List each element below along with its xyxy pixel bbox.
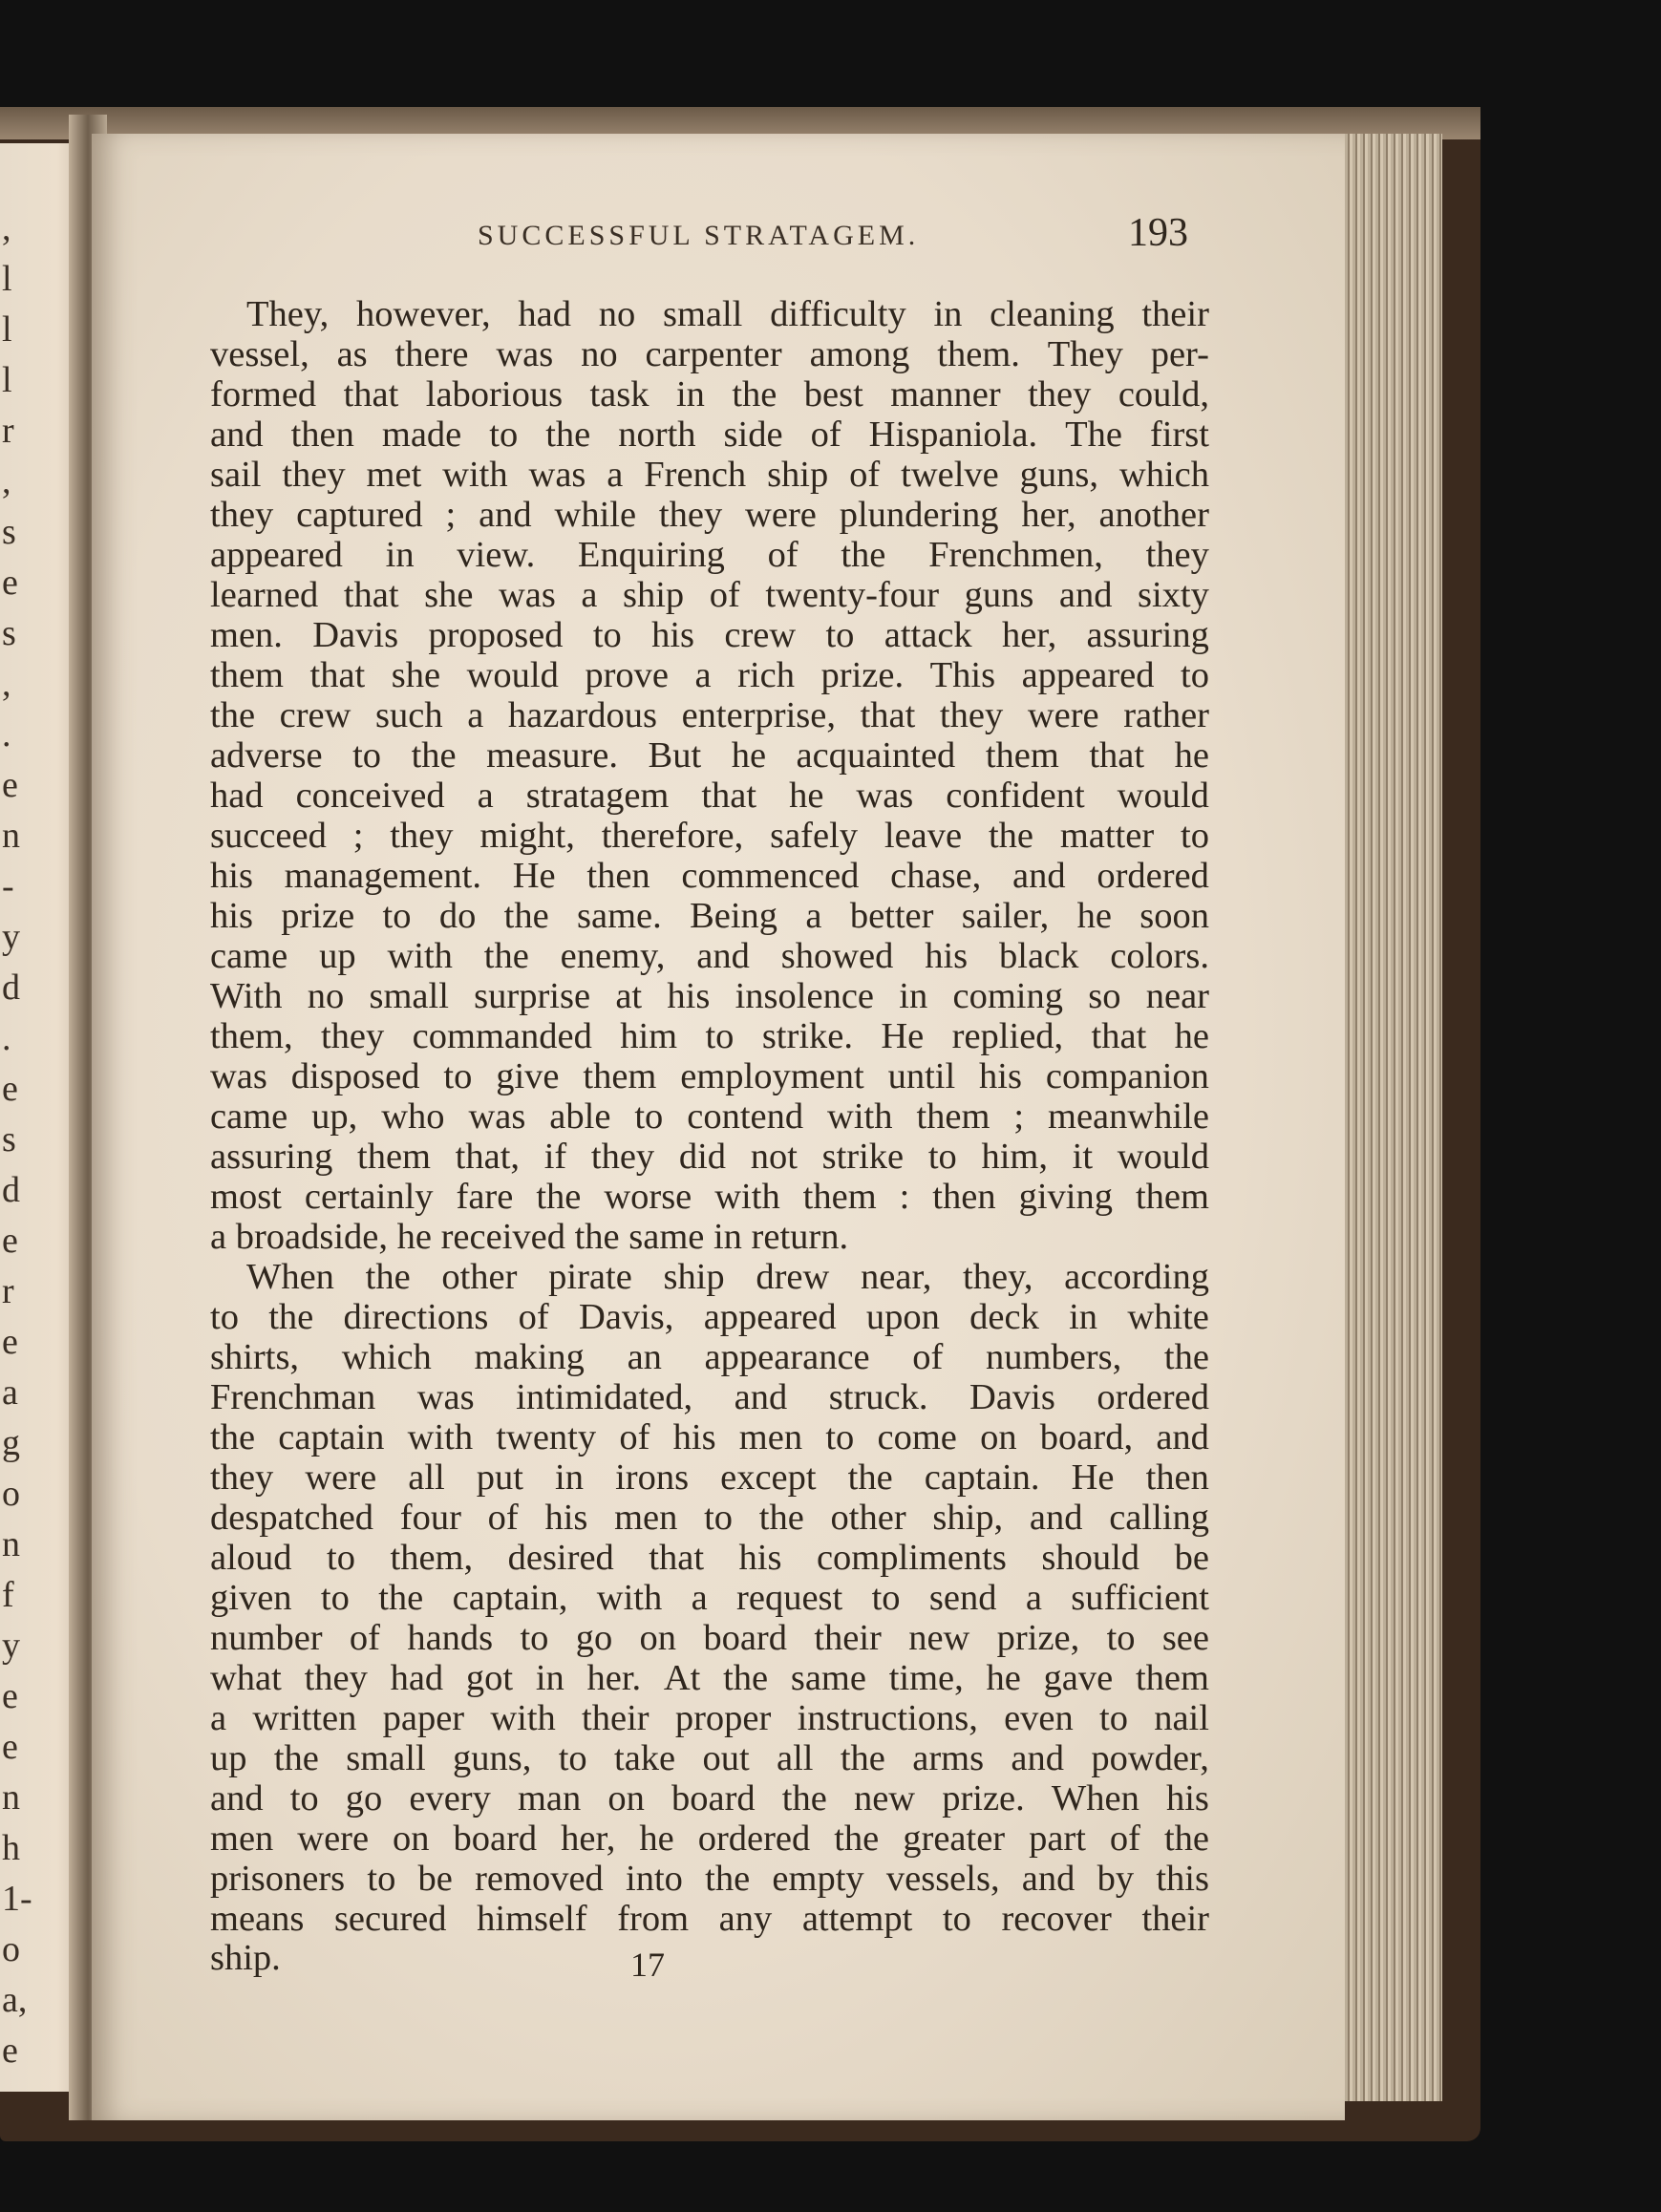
- text-line: them that she would prove a rich prize. This appeared to: [210, 655, 1209, 695]
- text-line: appeared in view. Enquiring of the Frenchmen, they: [210, 535, 1209, 575]
- left-page-fragment: n: [2, 816, 20, 856]
- left-page-fragment: s: [2, 613, 16, 653]
- left-page-fragment: e: [2, 1221, 18, 1261]
- text-line: shirts, which making an appearance of numbers, the: [210, 1337, 1209, 1377]
- body-text: [210, 294, 1209, 1939]
- left-page-fragment: ,: [2, 208, 11, 248]
- left-page-fragment: s: [2, 512, 16, 552]
- text-line: and then made to the north side of Hispaniola. The first: [210, 415, 1209, 455]
- text-line: given to the captain, with a request to send a sufficient: [210, 1578, 1209, 1618]
- text-line: a written paper with their proper instructions, even to nail: [210, 1698, 1209, 1738]
- left-page-fragment: e: [2, 1069, 18, 1109]
- left-page-fragment: g: [2, 1423, 20, 1463]
- left-page-fragment: e: [2, 1727, 18, 1767]
- left-page-fragment: .: [2, 1018, 11, 1058]
- left-page-fragment: e: [2, 2031, 18, 2071]
- left-page-fragment: -: [2, 866, 14, 906]
- left-page-fragment: a: [2, 1372, 18, 1413]
- left-page-fragment: e: [2, 1676, 18, 1716]
- text-line: up the small guns, to take out all the arms and powder,: [210, 1738, 1209, 1778]
- left-page-fragment: o: [2, 1474, 20, 1514]
- text-line: Frenchman was intimidated, and struck. Davis ordered: [210, 1377, 1209, 1417]
- text-line: them, they commanded him to strike. He replied, that he: [210, 1016, 1209, 1056]
- running-head: SUCCESSFUL STRATAGEM.: [478, 220, 920, 251]
- left-page-fragment: e: [2, 563, 18, 603]
- text-line: They, however, had no small difficulty in cleaning their: [246, 294, 1209, 334]
- page-block-edge: [1337, 134, 1442, 2101]
- text-line: was disposed to give them employment until his companion: [210, 1056, 1209, 1096]
- left-page-fragment: r: [2, 411, 14, 451]
- text-line: number of hands to go on board their new prize, to see: [210, 1618, 1209, 1658]
- final-line: ship.: [210, 1938, 281, 1978]
- left-page-fragment: l: [2, 360, 12, 400]
- text-line: prisoners to be removed into the empty vessels, and by this: [210, 1859, 1209, 1899]
- text-line: adverse to the measure. But he acquainted them that he: [210, 735, 1209, 776]
- left-page-fragment: r: [2, 1271, 14, 1311]
- text-line: the captain with twenty of his men to come on board, and: [210, 1417, 1209, 1457]
- text-line: men. Davis proposed to his crew to attack her, assuring: [210, 615, 1209, 655]
- signature-mark: 17: [630, 1946, 665, 1984]
- page-number: 193: [1128, 211, 1188, 255]
- text-line: vessel, as there was no carpenter among them. They per-: [210, 334, 1209, 374]
- text-line: assuring them that, if they did not strike to him, it would: [210, 1137, 1209, 1177]
- text-line: With no small surprise at his insolence in coming so near: [210, 976, 1209, 1016]
- text-line: a broadside, he received the same in return.: [210, 1217, 849, 1257]
- left-page-fragment: y: [2, 917, 20, 957]
- left-page-fragment: .: [2, 714, 11, 755]
- left-page-fragment: a,: [2, 1980, 28, 2020]
- text-line: had conceived a stratagem that he was confident would: [210, 776, 1209, 816]
- text-line: they were all put in irons except the captain. He then: [210, 1457, 1209, 1498]
- text-line: despatched four of his men to the other ship, and calling: [210, 1498, 1209, 1538]
- left-page-fragment: l: [2, 309, 12, 350]
- left-page-fragment: d: [2, 1170, 20, 1210]
- text-line: aloud to them, desired that his compliments should be: [210, 1538, 1209, 1578]
- left-page-fragment: f: [2, 1575, 14, 1615]
- text-line: means secured himself from any attempt to recover their: [210, 1899, 1209, 1939]
- text-line: they captured ; and while they were plundering her, another: [210, 495, 1209, 535]
- text-line: When the other pirate ship drew near, they, according: [246, 1257, 1209, 1297]
- left-page-fragment: e: [2, 1322, 18, 1362]
- left-page-fragment: s: [2, 1119, 16, 1159]
- text-line: to the directions of Davis, appeared upon deck in white: [210, 1297, 1209, 1337]
- text-line: sail they met with was a French ship of twelve guns, which: [210, 455, 1209, 495]
- left-page-fragment: o: [2, 1929, 20, 1969]
- text-line: what they had got in her. At the same time, he gave them: [210, 1658, 1209, 1698]
- left-page-fragment: ,: [2, 664, 11, 704]
- text-line: the crew such a hazardous enterprise, that they were rather: [210, 695, 1209, 735]
- left-page-fragment: e: [2, 765, 18, 805]
- left-page-fragment: 1-: [2, 1879, 32, 1919]
- left-page-fragment: ,: [2, 461, 11, 501]
- page-footer: [210, 1937, 1209, 1985]
- text-line: came up, who was able to contend with them ; meanwhile: [210, 1096, 1209, 1137]
- left-page-fragment: n: [2, 1524, 20, 1564]
- text-line: his prize to do the same. Being a better sailer, he soon: [210, 896, 1209, 936]
- text-line: men were on board her, he ordered the greater part of the: [210, 1819, 1209, 1859]
- left-page-fragment: d: [2, 968, 20, 1008]
- left-page-fragment: h: [2, 1828, 20, 1868]
- text-line: formed that laborious task in the best manner they could,: [210, 374, 1209, 415]
- left-page-fragment: l: [2, 259, 12, 299]
- text-line: and to go every man on board the new prize. When his: [210, 1778, 1209, 1819]
- text-line: most certainly fare the worse with them : then giving them: [210, 1177, 1209, 1217]
- right-page: [92, 134, 1345, 2120]
- text-line: came up with the enemy, and showed his black colors.: [210, 936, 1209, 976]
- left-page-fragment: y: [2, 1626, 20, 1666]
- text-line: learned that she was a ship of twenty-four guns and sixty: [210, 575, 1209, 615]
- text-line: succeed ; they might, therefore, safely leave the matter to: [210, 816, 1209, 856]
- text-line: his management. He then commenced chase, and ordered: [210, 856, 1209, 896]
- left-page-fragment: n: [2, 1777, 20, 1818]
